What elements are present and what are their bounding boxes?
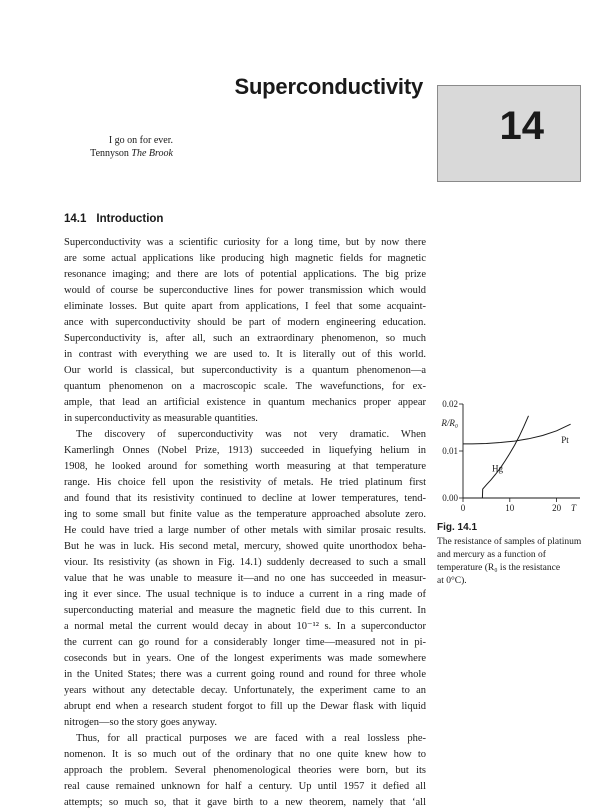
body-line: ance with superconductivity should be part of modern engineering education. [64, 317, 426, 328]
figure-caption-line: and mercury as a function of [437, 550, 546, 560]
epigraph [90, 134, 173, 160]
body-line: a normal metal the current would decay in about 10⁻¹² s. In a superconductor [64, 621, 426, 632]
x-axis-label: T [571, 503, 577, 513]
body-line: value that he was unable to measure it—and no one has succeeded in measur- [64, 573, 426, 584]
section-number: 14.1 [64, 213, 87, 225]
chapter-number: 14 [499, 104, 544, 148]
x-tick-label: 0 [460, 503, 466, 513]
body-line: abrupt end when a research student forgot to fill up the Dewar flask with liquid [64, 701, 426, 712]
y-tick-label: 0.02 [442, 399, 458, 409]
body-line: viour. Its resistivity (as shown in Fig. 14.1) suddenly decreased to such a small [64, 557, 426, 568]
epigraph-author: Tennyson [90, 148, 129, 159]
body-line: ample, that lead an artificial existence in quantum mechanics proper appear [64, 397, 426, 408]
section-title: Introduction [96, 213, 164, 225]
body-line: coseconds but in years. One of the longest experiments was made somewhere [64, 653, 426, 664]
figure-caption-line: The resistance of samples of platinum [437, 537, 582, 547]
body-line: in the United States; there was a current going round and round for three whole [64, 669, 426, 680]
body-line: attempts; so much so, that it gave birth to a new theorem, namely that ‘all [64, 797, 426, 808]
section-heading [64, 213, 163, 225]
body-line: resonance imaging; and there are lots of potential applications. The big prize [64, 269, 426, 280]
body-line: quantum phenomenon on a macroscopic scale. The wavefunctions, for ex- [64, 381, 426, 392]
body-line: nomenon. It is so much out of the ordinary that no one quite knew how to [64, 749, 426, 760]
x-tick-label: 20 [552, 503, 562, 513]
chapter-number-box [437, 85, 581, 182]
series-line-hg [482, 416, 528, 498]
figure-caption-line: temperature (R₀ is the resistance [437, 563, 561, 573]
body-line: and found that its resistivity continued to decline at lower temperatures, tend- [64, 493, 426, 504]
y-tick-label: 0.00 [442, 493, 458, 503]
body-line: He could have tried a large number of other metals with similar prosaic results. [64, 525, 426, 536]
body-line: Our world is classical, but superconductivity is a quantum phenomenon—a [64, 365, 426, 376]
body-line: But he was in luck. His second metal, mercury, showed quite unorthodox beha- [64, 541, 426, 552]
body-line: superconducting material and measure the magnetic field due to this current. In [64, 605, 426, 616]
body-line: The discovery of superconductivity was not very dramatic. When [76, 429, 426, 440]
series-line-pt [463, 424, 571, 444]
body-line: approach the problem. Several phenomenological theories were born, but its [64, 765, 426, 776]
series-label-hg: Hg [492, 463, 504, 474]
body-line: ing it ever since. The usual technique is to induce a current in a ring made of [64, 589, 426, 600]
body-line: are some actual applications like producing high magnetic fields for magnetic [64, 253, 426, 264]
y-tick-label: 0.01 [442, 446, 458, 456]
figure-label: Fig. 14.1 [437, 522, 478, 533]
body-line: Thus, for all practical purposes we are faced with a real lossless phe- [76, 733, 426, 744]
body-line: the current can go round for a considerably longer time—measured not in pi- [64, 637, 426, 648]
body-line: range. His choice fell upon the resistivity of metals. He tried platinum first [64, 477, 426, 488]
chapter-title: Superconductivity [234, 74, 423, 99]
body-line: in contrast with everything we are used to. It is literally out of this world. [64, 349, 426, 360]
series-label-pt: Pt [561, 434, 569, 445]
body-line: 1908, he looked around for something worth measuring at that temperature [64, 461, 426, 472]
body-line: Kamerlingh Onnes (Nobel Prize, 1913) succeeded in liquefying helium in [64, 445, 426, 456]
figure-caption-line: at 0°C). [437, 576, 467, 586]
body-line: ing to some small but finite value as the temperature approached absolute zero. [64, 509, 426, 520]
epigraph-work: The Brook [131, 148, 173, 159]
body-line: nitrogen—so the story goes anyway. [64, 717, 217, 728]
y-axis-label: R/R₀ [441, 417, 458, 428]
epigraph-attribution [90, 147, 173, 160]
body-line: in superconductivity as measurable quantities. [64, 413, 258, 424]
body-line: real cause remained unknown for half a century. Up until 1957 it defied all [64, 781, 426, 792]
body-line: years without any detectable decay. Unfortunately, the experiment came to an [64, 685, 426, 696]
body-line: Superconductivity is, after all, such an extraordinary phenomenon, so much [64, 333, 426, 344]
x-tick-label: 10 [505, 503, 515, 513]
body-line: eliminate losses. But quite apart from applications, I feel that some acquaint- [64, 301, 426, 312]
epigraph-quote: I go on for ever. [108, 135, 173, 146]
body-line: Superconductivity was a scientific curiosity for a long time, but by now there [64, 237, 426, 248]
body-line: would of course be superconductive lines for power transmission which would [64, 285, 426, 296]
